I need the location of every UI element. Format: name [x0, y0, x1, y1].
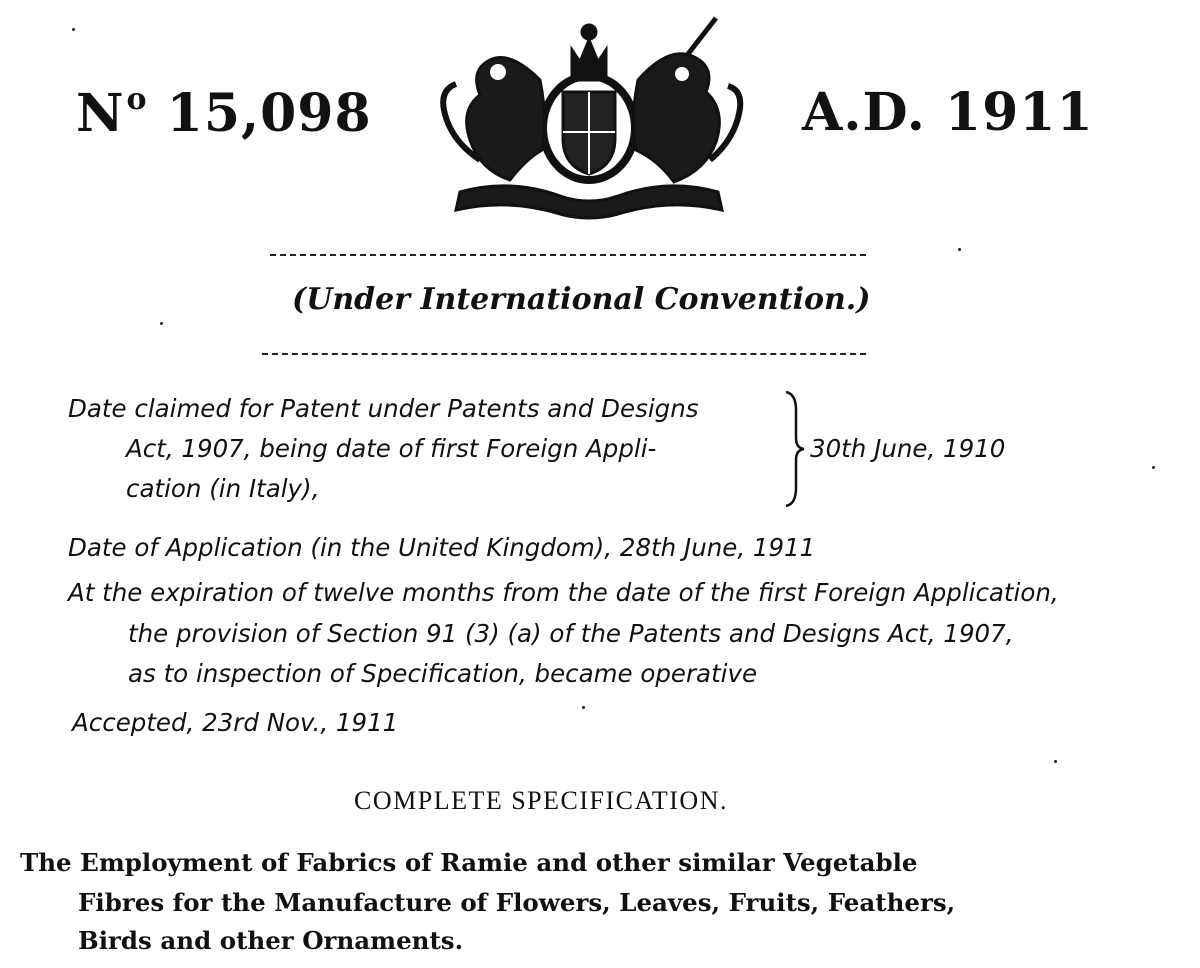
- expiration-line-3: as to inspection of Specification, became operative: [128, 659, 758, 688]
- divider-top: [270, 254, 866, 256]
- expiration-line-1: At the expiration of twelve months from the date of the first Foreign Application,: [68, 578, 1059, 607]
- print-speck: [72, 28, 75, 31]
- print-speck: [1054, 760, 1057, 763]
- divider-bottom: [262, 353, 866, 355]
- number-suffix: o: [126, 82, 148, 117]
- print-speck: [1152, 466, 1155, 469]
- curly-brace-icon: [780, 390, 808, 508]
- title-line-2: Fibres for the Manufacture of Flowers, Leaves, Fruits, Feathers,: [78, 888, 956, 917]
- print-speck: [958, 248, 961, 251]
- accepted-date: Accepted, 23rd Nov., 1911: [72, 708, 399, 737]
- expiration-line-2: the provision of Section 91 (3) (a) of the Patents and Designs Act, 1907,: [128, 619, 1014, 648]
- patent-number: [76, 82, 372, 144]
- number-prefix: N: [76, 83, 125, 144]
- title-line-1: The Employment of Fabrics of Ramie and other similar Vegetable: [20, 848, 918, 877]
- print-speck: [582, 706, 585, 709]
- print-speck: [160, 322, 163, 325]
- royal-coat-of-arms-icon: [430, 10, 748, 220]
- claim-line-3: cation (in Italy),: [126, 474, 320, 503]
- number-value: 15,098: [166, 83, 372, 144]
- claim-line-2: Act, 1907, being date of first Foreign Appli-: [126, 434, 657, 463]
- title-line-3: Birds and other Ornaments.: [78, 926, 464, 955]
- application-date: Date of Application (in the United Kingdom), 28th June, 1911: [68, 533, 816, 562]
- claim-line-1: Date claimed for Patent under Patents and Designs: [68, 394, 699, 423]
- patent-year: A.D. 1911: [802, 82, 1094, 143]
- claim-date: 30th June, 1910: [810, 434, 1006, 463]
- convention-note: (Under International Convention.): [292, 282, 871, 317]
- specification-heading: COMPLETE SPECIFICATION.: [354, 786, 728, 815]
